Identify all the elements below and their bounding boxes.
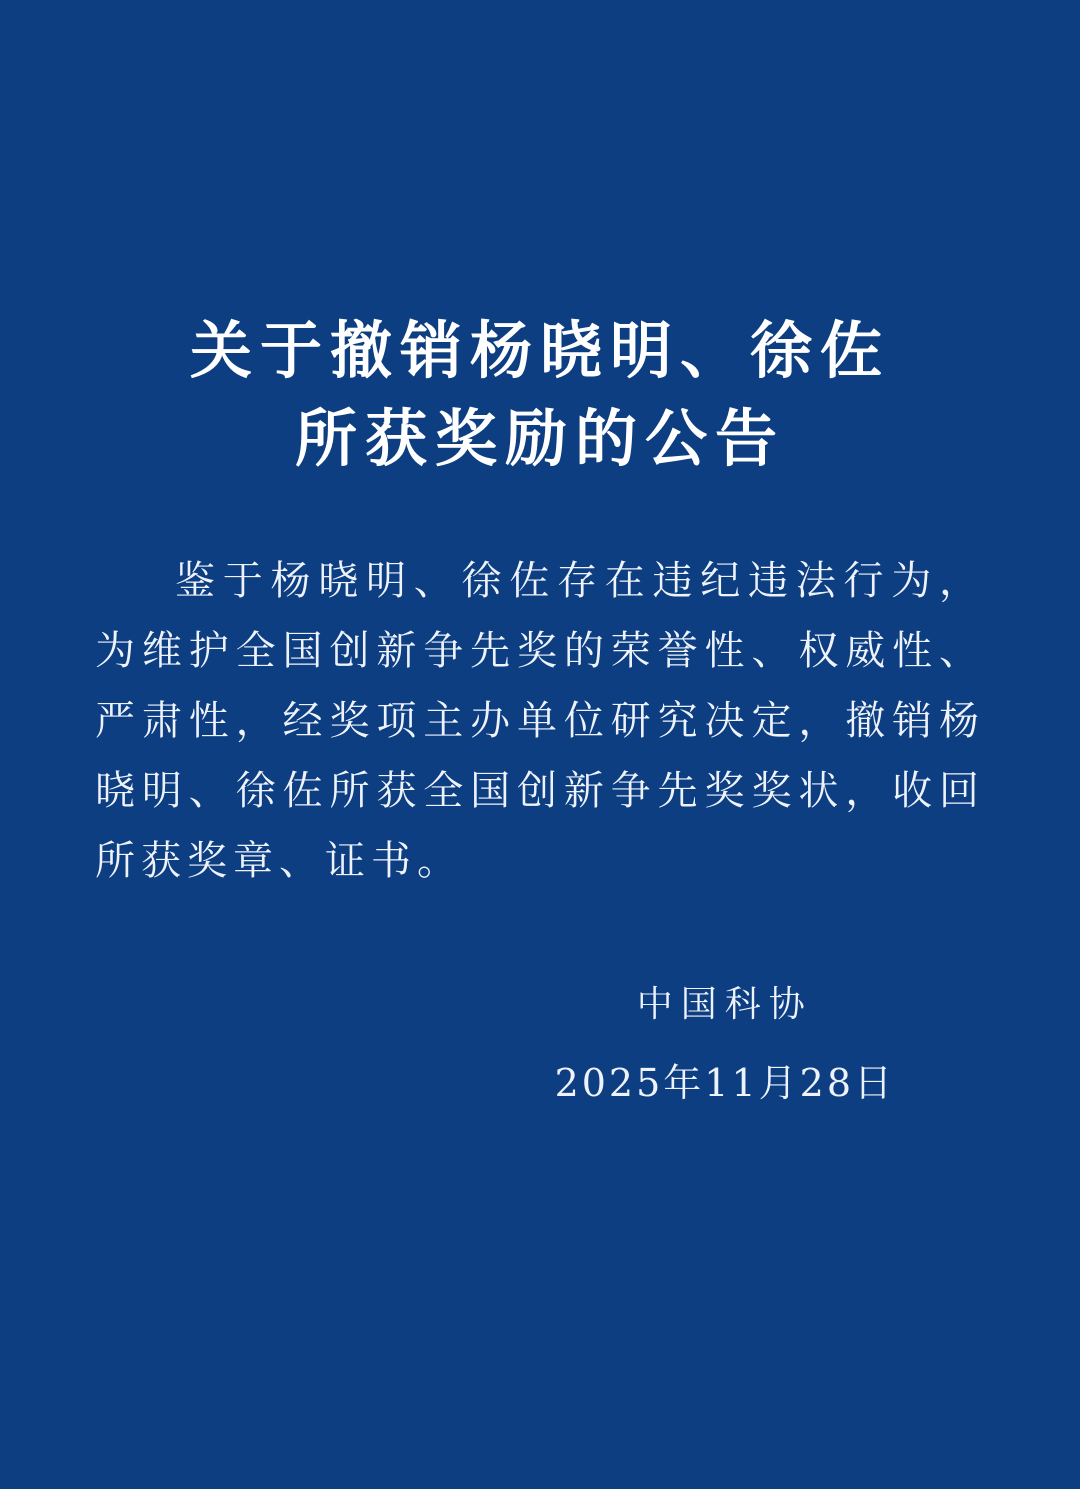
issuer-signature: 中国科协 bbox=[636, 984, 813, 1025]
announcement-title bbox=[0, 0, 1080, 484]
issue-date: 2025年11月28日 bbox=[554, 1061, 895, 1105]
announcement-body: 鉴于杨晓明、徐佐存在违纪违法行为，为维护全国创新争先奖的荣誉性、权威性、严肃性，经奖项主办单位研究决定，撤销杨晓明、徐佐所获全国创新争先奖奖状，收回所获奖章、证书。 bbox=[95, 558, 985, 884]
title-line-1: 关于撤销杨晓明、徐佐 bbox=[189, 318, 890, 386]
title-line-2: 所获奖励的公告 bbox=[294, 406, 785, 474]
signature-block bbox=[555, 966, 895, 1122]
